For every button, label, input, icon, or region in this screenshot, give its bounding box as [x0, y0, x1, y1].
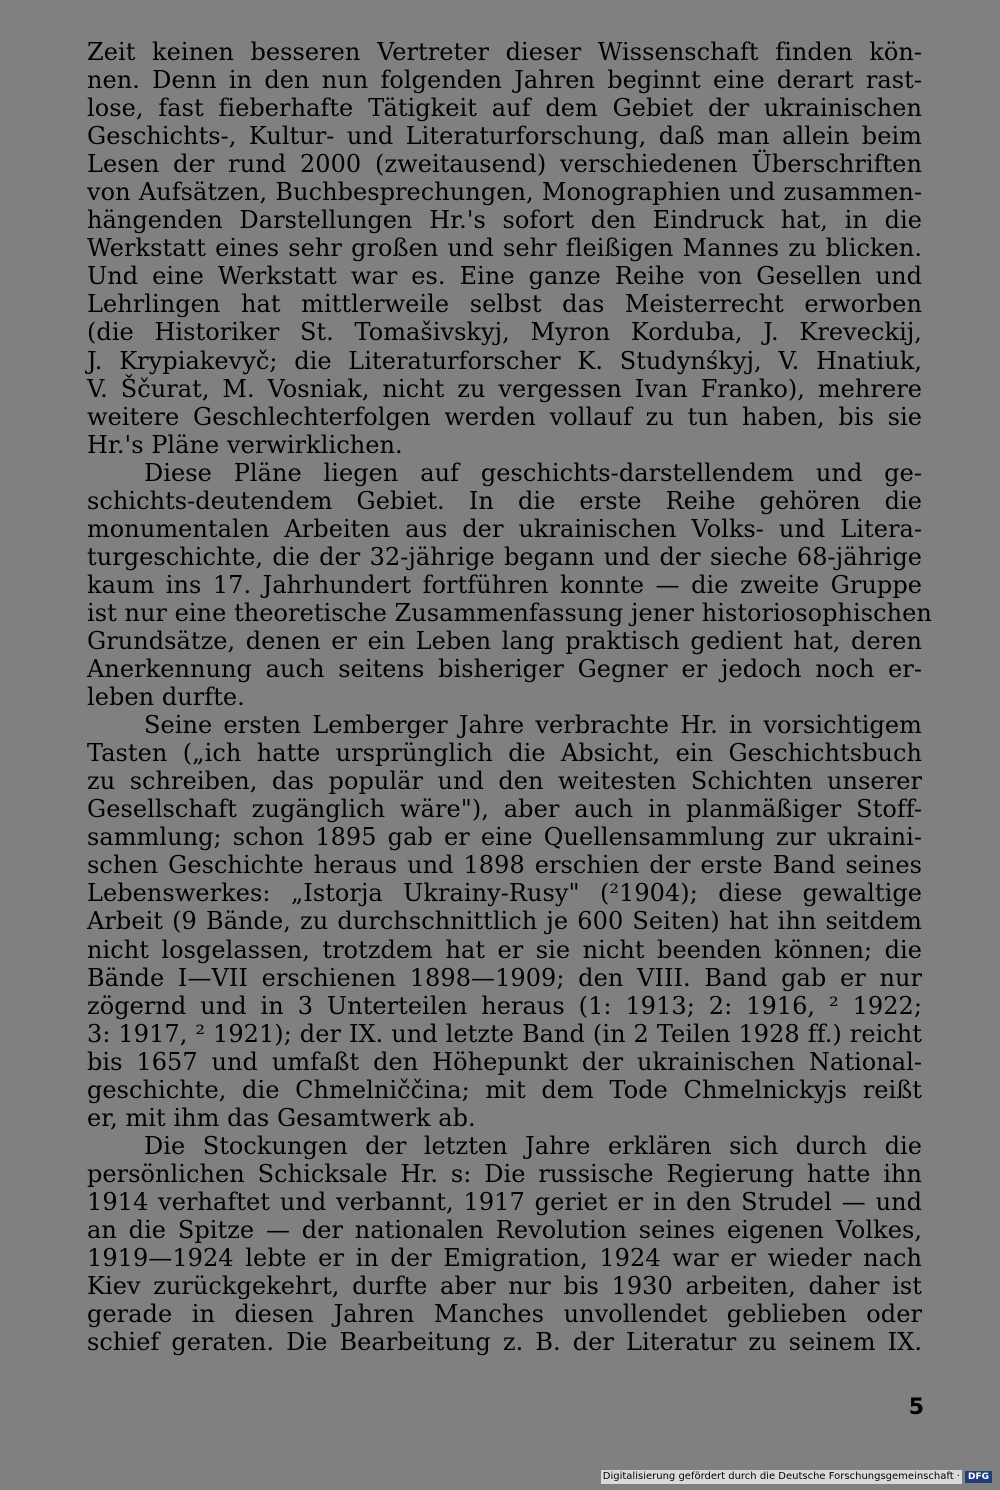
footer-credit-text: Digitalisierung gefördert durch die Deutsche Forschungsgemeinschaft ·: [602, 1471, 960, 1482]
text-line: ist nur eine theoretische Zusammenfassung jener historiosophischen: [87, 598, 932, 627]
text-line: Geschichts-, Kultur- und Literaturforschung, daß man allein beim: [87, 122, 922, 151]
paragraph-end-line: Hr.'s Pläne verwirklichen.: [87, 430, 403, 459]
page-number: 5: [908, 1395, 924, 1420]
text-line: an die Spitze — der nationalen Revolution seines eigenen Volkes,: [87, 1215, 922, 1244]
text-line: Zeit keinen besseren Vertreter dieser Wissenschaft finden kön-: [87, 38, 922, 66]
text-line: Lebenswerkes: „Istorja Ukrainy-Rusy" (²1904); diese gewaltige: [87, 879, 922, 908]
text-line: zögernd und in 3 Unterteilen heraus (1: 1913; 2: 1916, ² 1922;: [87, 991, 922, 1020]
text-line: schief geraten. Die Bearbeitung z. B. der Literatur zu seinem IX.: [87, 1328, 922, 1357]
text-line: lose, fast fieberhafte Tätigkeit auf dem Gebiet der ukrainischen: [87, 94, 922, 123]
text-line: weitere Geschlechterfolgen werden vollauf zu tun haben, bis sie: [87, 402, 922, 431]
text-line: kaum ins 17. Jahrhundert fortführen konnte — die zweite Gruppe: [87, 570, 922, 599]
text-line: sammlung; schon 1895 gab er eine Quellensammlung zur ukraini-: [87, 823, 922, 852]
paragraph-start-line: Die Stockungen der letzten Jahre erklären sich durch die: [144, 1131, 922, 1160]
text-line: Kiev zurückgekehrt, durfte aber nur bis 1930 arbeiten, daher ist: [87, 1272, 922, 1301]
text-line: 1919—1924 lebte er in der Emigration, 1924 war er wieder nach: [87, 1244, 922, 1273]
text-line: J. Krypiakevyč; die Literaturforscher K. Studynśkyj, V. Hnatiuk,: [87, 346, 922, 375]
text-line: Und eine Werkstatt war es. Eine ganze Reihe von Gesellen und: [87, 262, 922, 291]
text-line: geschichte, die Chmelniččina; mit dem Tode Chmelnickyjs reißt: [87, 1075, 922, 1104]
text-line: Grundsätze, denen er ein Leben lang praktisch gedient hat, deren: [87, 626, 922, 655]
text-line: Lesen der rund 2000 (zweitausend) verschiedenen Überschriften: [87, 150, 922, 179]
text-line: zu schreiben, das populär und den weitesten Schichten unserer: [87, 767, 922, 796]
text-line: monumentalen Arbeiten aus der ukrainischen Volks- und Litera-: [87, 514, 922, 543]
text-line: Arbeit (9 Bände, zu durchschnittlich je 600 Seiten) hat ihn seitdem: [87, 907, 922, 936]
paragraph-end-line: er, mit ihm das Gesamtwerk ab.: [87, 1103, 476, 1132]
text-line: Tasten („ich hatte ursprünglich die Absicht, ein Geschichtsbuch: [87, 739, 922, 768]
text-line: hängenden Darstellungen Hr.'s sofort den Eindruck hat, in die: [87, 206, 922, 235]
text-line: schichts-deutendem Gebiet. In die erste Reihe gehören die: [87, 486, 922, 515]
text-line: Lehrlingen hat mittlerweile selbst das Meisterrecht erworben: [87, 290, 922, 319]
text-line: bis 1657 und umfaßt den Höhepunkt der ukrainischen National-: [87, 1047, 922, 1076]
dfg-logo: DFG: [965, 1471, 992, 1483]
paragraph-end-line: leben durfte.: [87, 683, 245, 712]
text-line: persönlichen Schicksale Hr. s: Die russische Regierung hatte ihn: [87, 1159, 922, 1188]
text-line: nicht losgelassen, trotzdem hat er sie nicht beenden können; die: [87, 935, 922, 964]
scan-corner-mark: ˉ: [0, 0, 5, 9]
text-line: V. Ščurat, M. Vosniak, nicht zu vergessen Ivan Franko), mehrere: [87, 374, 922, 403]
text-line: 1914 verhaftet und verbannt, 1917 geriet er in den Strudel — und: [87, 1187, 922, 1216]
page-body-text: [87, 38, 932, 1357]
text-line: Anerkennung auch seitens bisheriger Gegner er jedoch noch er-: [87, 655, 922, 684]
text-line: (die Historiker St. Tomašivskyj, Myron Korduba, J. Kreveckij,: [87, 318, 922, 347]
text-line: nen. Denn in den nun folgenden Jahren beginnt eine derart rast-: [87, 66, 922, 95]
paragraph-start-line: Diese Pläne liegen auf geschichts-darstellendem und ge-: [144, 458, 922, 487]
text-line: Werkstatt eines sehr großen und sehr fleißigen Mannes zu blicken.: [87, 234, 922, 263]
paragraph-start-line: Seine ersten Lemberger Jahre verbrachte Hr. in vorsichtigem: [144, 711, 922, 740]
text-line: gerade in diesen Jahren Manches unvollendet geblieben oder: [87, 1300, 922, 1329]
text-line: Bände I—VII erschienen 1898—1909; den VIII. Band gab er nur: [87, 963, 922, 992]
text-line: Gesellschaft zugänglich wäre"), aber auch in planmäßiger Stoff-: [87, 795, 922, 824]
digitization-footer: [601, 1470, 992, 1484]
text-line: schen Geschichte heraus und 1898 erschien der erste Band seines: [87, 851, 922, 880]
text-line: 3: 1917, ² 1921); der IX. und letzte Band (in 2 Teilen 1928 ff.) reicht: [87, 1019, 922, 1048]
text-line: von Aufsätzen, Buchbesprechungen, Monographien und zusammen-: [87, 178, 922, 207]
text-line: turgeschichte, die der 32-jährige begann und der sieche 68-jährige: [87, 542, 922, 571]
